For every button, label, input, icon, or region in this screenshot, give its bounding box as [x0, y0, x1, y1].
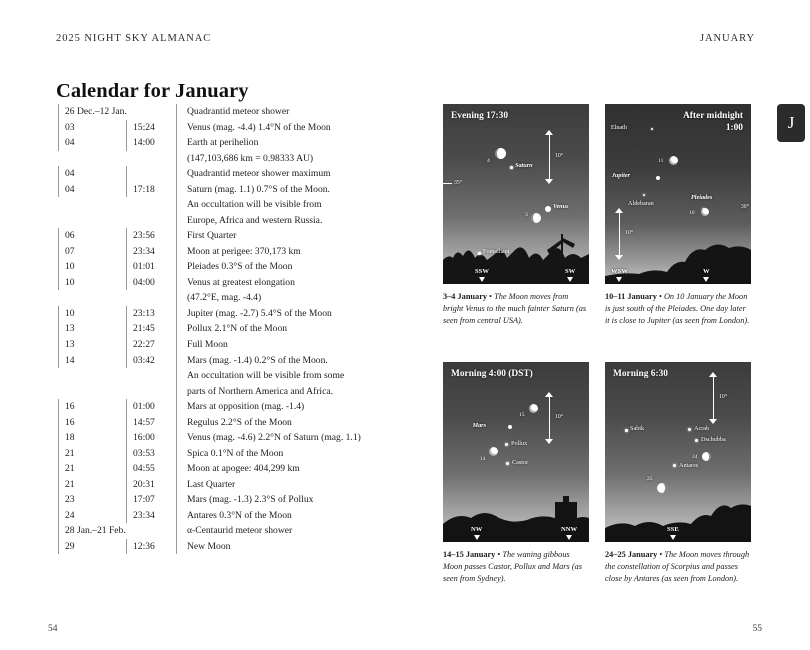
- caption-separator: •: [495, 550, 503, 559]
- calendar-time: 04:55: [126, 461, 176, 477]
- calendar-event-line: An occultation will be visible from: [187, 199, 322, 211]
- calendar-event-line: (147,103,686 km = 0.98333 AU): [187, 152, 314, 164]
- calendar-event: [176, 259, 388, 275]
- compass-arrow-icon: [616, 277, 622, 282]
- sky-chart-title: [613, 369, 668, 381]
- calendar-row: [58, 430, 388, 446]
- calendar-event: [176, 477, 388, 493]
- sky-chart[interactable]: [605, 104, 751, 284]
- running-head-right: JANUARY: [699, 33, 755, 44]
- calendar-day: 07: [58, 244, 126, 260]
- calendar-event-line: Venus (mag. -4.6) 2.2°N of Saturn (mag. 1.1): [187, 432, 361, 444]
- calendar-event-line: Mars (mag. -1.4) 0.2°S of the Moon.: [187, 354, 328, 366]
- compass-arrow-icon: [566, 535, 572, 540]
- sky-object-moon-14: [489, 447, 498, 456]
- calendar-event-line: Pleiades 0.3°S of the Moon: [187, 261, 293, 273]
- sky-chart-caption: [605, 549, 751, 584]
- calendar-time: 17:07: [126, 492, 176, 508]
- sky-object-label: Pleiades: [691, 194, 713, 201]
- calendar-event: [176, 399, 388, 415]
- calendar-row: [58, 182, 388, 229]
- calendar-event-line: Regulus 2.2°S of the Moon: [187, 416, 292, 428]
- sky-object-label: Venus: [553, 203, 569, 210]
- sky-chart-caption: [443, 291, 589, 326]
- calendar-event-line: (47.2°E, mag. -4.4): [187, 292, 262, 304]
- calendar-row: [58, 446, 388, 462]
- caption-separator: •: [656, 292, 664, 301]
- calendar-event-line: α-Centaurid meteor shower: [187, 525, 293, 537]
- calendar-time: 23:56: [126, 228, 176, 244]
- sky-object-moon-11: [669, 156, 678, 165]
- calendar-time: 23:13: [126, 306, 176, 322]
- sky-object-moon-4: [495, 148, 506, 159]
- calendar-day: 16: [58, 415, 126, 431]
- calendar-row: [58, 120, 388, 136]
- calendar-day: 14: [58, 353, 126, 369]
- calendar-time: [126, 166, 176, 182]
- calendar-event-line: Quadrantid meteor shower maximum: [187, 168, 331, 180]
- caption-date: 14–15 January: [443, 550, 496, 559]
- calendar-event: [176, 244, 388, 260]
- calendar-time: 23:34: [126, 244, 176, 260]
- sky-chart-title-main: Morning 4:00 (DST): [451, 369, 533, 379]
- calendar-time: 14:00: [126, 135, 176, 151]
- calendar-time: 14:57: [126, 415, 176, 431]
- sky-chart-title-main: After midnight: [683, 111, 743, 121]
- moon-date-label: 11: [658, 158, 664, 164]
- sky-object-label: Sabik: [630, 425, 645, 432]
- calendar-day: 13: [58, 337, 126, 353]
- sky-object-sabik: [625, 429, 628, 432]
- sky-object-venus: [545, 206, 551, 212]
- sky-chart-caption: [605, 291, 751, 326]
- compass-marker: [475, 269, 489, 282]
- calendar-event: [176, 228, 388, 244]
- calendar-event-line: Europe, Africa and western Russia.: [187, 214, 323, 226]
- month-tab[interactable]: J: [777, 104, 805, 142]
- compass-arrow-icon: [479, 277, 485, 282]
- calendar-day: 21: [58, 461, 126, 477]
- calendar-day: 24: [58, 508, 126, 524]
- sky-object-moon-3: [531, 213, 541, 223]
- sky-object-jupiter: [656, 176, 660, 180]
- calendar-event-line: Saturn (mag. 1.1) 0.7°S of the Moon.: [187, 183, 330, 195]
- calendar-time: 04:00: [126, 275, 176, 291]
- sky-object-moon-25: [657, 483, 667, 493]
- page-title: Calendar for January: [56, 79, 249, 102]
- caption-date: 3–4 January: [443, 292, 488, 301]
- calendar-event-line: Quadrantid meteor shower: [187, 106, 290, 117]
- compass-marker: [703, 269, 710, 282]
- sky-chart-title-main: Morning 6:30: [613, 369, 668, 379]
- calendar-event: [176, 492, 388, 508]
- calendar-day: 10: [58, 306, 126, 322]
- calendar-row: [58, 306, 388, 322]
- calendar-event: [176, 321, 388, 337]
- calendar-event-line: Mars (mag. -1.3) 2.3°S of Pollux: [187, 494, 314, 506]
- caption-text: On 10 January the Moon is just south of the Pleiades. One day later it is close to Jupiter (as seen from London).: [605, 292, 750, 325]
- sky-object-fomalhaut: [478, 252, 481, 255]
- calendar-event-line: Moon at perigee: 370,173 km: [187, 245, 301, 257]
- moon-date-label: 14: [480, 456, 486, 462]
- running-head-left: 2025 NIGHT SKY ALMANAC: [56, 33, 212, 44]
- calendar-row: [58, 228, 388, 244]
- sky-object-label: Aldebaran: [628, 200, 654, 207]
- compass-arrow-icon: [474, 535, 480, 540]
- compass-label: NNW: [561, 526, 578, 534]
- angular-scale-bar: [709, 376, 739, 420]
- calendar-event-line: Spica 0.1°N of the Moon: [187, 447, 284, 459]
- compass-label: SW: [565, 268, 576, 276]
- calendar-row: [58, 415, 388, 431]
- calendar-day: 28 Jan.–21 Feb.: [58, 523, 176, 539]
- angular-scale-bar: [545, 396, 575, 440]
- calendar-event: [176, 275, 388, 306]
- moon-date-label: 10: [689, 210, 695, 216]
- calendar-day: 04: [58, 166, 126, 182]
- angular-scale-bar: [545, 134, 575, 180]
- calendar-event-line: New Moon: [187, 540, 231, 552]
- calendar-event-line: Pollux 2.1°N of the Moon: [187, 323, 288, 335]
- sky-chart[interactable]: [443, 362, 589, 542]
- caption-separator: •: [487, 292, 495, 301]
- calendar-time: 03:42: [126, 353, 176, 369]
- calendar-row: [58, 275, 388, 306]
- sky-object-pollux: [505, 443, 508, 446]
- calendar-row: [58, 259, 388, 275]
- sky-chart-block: [605, 362, 751, 584]
- calendar-day: 10: [58, 275, 126, 291]
- sky-object-label: Elnath: [610, 124, 627, 131]
- calendar-event-line: Moon at apogee: 404,299 km: [187, 463, 300, 475]
- sky-object-elnath: [651, 128, 653, 130]
- calendar-event: [176, 508, 388, 524]
- compass-marker: [561, 527, 577, 540]
- calendar-row: [58, 135, 388, 166]
- compass-marker: [471, 527, 482, 540]
- calendar-row: [58, 523, 388, 539]
- sky-object-aldebaran: [643, 194, 645, 196]
- caption-text: The waning gibbous Moon passes Castor, Pollux and Mars (as seen from Sydney).: [443, 550, 582, 583]
- calendar-day: 16: [58, 399, 126, 415]
- sky-object-moon-10: [701, 208, 709, 216]
- calendar-row: [58, 539, 388, 555]
- sky-object-label: Acrab: [694, 425, 710, 432]
- sky-object-label: Jupiter: [611, 172, 630, 179]
- calendar-event: [176, 104, 388, 120]
- moon-date-label: 15: [519, 412, 525, 418]
- calendar-event: [176, 446, 388, 462]
- sky-object-mars: [508, 425, 512, 429]
- calendar-day: 03: [58, 120, 126, 136]
- calendar-day: 26 Dec.–12 Jan.: [58, 104, 176, 120]
- calendar-event: [176, 337, 388, 353]
- angular-scale-label: 10°: [625, 230, 634, 237]
- calendar-time: 03:53: [126, 446, 176, 462]
- calendar-row: [58, 337, 388, 353]
- sky-chart-title: [451, 369, 533, 381]
- calendar-time: 23:34: [126, 508, 176, 524]
- sky-chart[interactable]: [443, 104, 589, 284]
- compass-marker: [611, 269, 628, 282]
- compass-label: WSW: [611, 268, 628, 276]
- calendar-event: [176, 415, 388, 431]
- sky-object-label: Antares: [679, 462, 699, 469]
- calendar-event: [176, 430, 388, 446]
- calendar-time: 01:01: [126, 259, 176, 275]
- calendar-row: [58, 244, 388, 260]
- sky-chart-block: [443, 362, 589, 584]
- calendar-event: [176, 120, 388, 136]
- calendar-row: [58, 321, 388, 337]
- compass-marker: [667, 527, 679, 540]
- sky-chart-caption: [443, 549, 589, 584]
- compass-marker: [565, 269, 575, 282]
- compass-arrow-icon: [703, 277, 709, 282]
- angular-scale-label: 10°: [719, 394, 728, 401]
- moon-date-label: 3: [525, 212, 528, 218]
- calendar-row: [58, 166, 388, 182]
- calendar-time: 01:00: [126, 399, 176, 415]
- calendar-day: 21: [58, 446, 126, 462]
- altitude-tick: [454, 180, 462, 186]
- calendar-day: 21: [58, 477, 126, 493]
- calendar-event-line: Antares 0.3°N of the Moon: [187, 509, 292, 521]
- calendar-event-line: Venus (mag. -4.4) 1.4°N of the Moon: [187, 121, 331, 133]
- folio-left: 54: [48, 624, 58, 634]
- calendar-table: [58, 104, 388, 554]
- calendar-event-line: An occultation will be visible from some: [187, 370, 345, 382]
- sky-object-saturn: [510, 166, 513, 169]
- calendar-event-line: Last Quarter: [187, 478, 236, 490]
- sky-object-moon-15: [529, 404, 538, 413]
- sky-chart-title-sub: 1:00: [725, 122, 743, 133]
- calendar-day: 13: [58, 321, 126, 337]
- sky-object-acrab: [688, 428, 691, 431]
- moon-date-label: 4: [487, 158, 490, 164]
- calendar-event-line: Earth at perihelion: [187, 137, 259, 149]
- sky-object-castor: [506, 462, 509, 465]
- calendar-event: [176, 539, 388, 555]
- calendar-row: [58, 477, 388, 493]
- calendar-event: [176, 135, 388, 166]
- calendar-row: [58, 353, 388, 400]
- calendar-day: 10: [58, 259, 126, 275]
- sky-object-label: Mars: [472, 422, 486, 429]
- sky-chart-title: [683, 111, 743, 135]
- caption-date: 24–25 January: [605, 550, 658, 559]
- caption-separator: •: [657, 550, 665, 559]
- compass-label: SSE: [667, 526, 679, 534]
- sky-chart-block: [443, 104, 589, 326]
- calendar-time: 20:31: [126, 477, 176, 493]
- moon-date-label: 25: [647, 476, 653, 482]
- calendar-event: [176, 166, 388, 182]
- sky-object-antares: [673, 464, 676, 467]
- calendar-event: [176, 182, 388, 229]
- caption-date: 10–11 January: [605, 292, 657, 301]
- compass-label: SSW: [475, 268, 489, 276]
- calendar-row: [58, 104, 388, 120]
- calendar-day: 18: [58, 430, 126, 446]
- sky-chart-title-main: Evening 17:30: [451, 111, 509, 121]
- moon-date-label: 24: [692, 454, 698, 460]
- calendar-day: 04: [58, 182, 126, 198]
- sky-object-label: Saturn: [515, 162, 533, 169]
- calendar-time: 16:00: [126, 430, 176, 446]
- altitude-tick: [741, 204, 749, 210]
- folio-right: 55: [752, 624, 762, 634]
- calendar-event-line: parts of Northern America and Africa.: [187, 385, 333, 397]
- calendar-event-line: First Quarter: [187, 230, 237, 242]
- sky-object-label: Fomalhaut: [483, 248, 510, 255]
- sky-object-label: Dschubba: [701, 436, 726, 443]
- calendar-event: [176, 353, 388, 400]
- sky-object-moon-24: [702, 452, 711, 461]
- calendar-row: [58, 399, 388, 415]
- calendar-event-line: Mars at opposition (mag. -1.4): [187, 401, 305, 413]
- angular-scale-bar: [615, 212, 645, 256]
- calendar-event: [176, 461, 388, 477]
- caption-text: The Moon moves from bright Venus to the much fainter Saturn (as seen from central USA).: [443, 292, 587, 325]
- calendar-day: 29: [58, 539, 126, 555]
- compass-arrow-icon: [567, 277, 573, 282]
- calendar-row: [58, 492, 388, 508]
- calendar-row: [58, 461, 388, 477]
- calendar-event: [176, 523, 388, 539]
- calendar-time: 12:36: [126, 539, 176, 555]
- sky-object-label: Pollux: [511, 440, 528, 447]
- compass-label: NW: [471, 526, 483, 534]
- sky-chart[interactable]: [605, 362, 751, 542]
- calendar-day: 23: [58, 492, 126, 508]
- compass-arrow-icon: [670, 535, 676, 540]
- calendar-event: [176, 306, 388, 322]
- calendar-event-line: Venus at greatest elongation: [187, 276, 295, 288]
- calendar-row: [58, 508, 388, 524]
- altitude-tick-label: 35°: [454, 180, 463, 186]
- sky-object-label: Castor: [512, 459, 529, 466]
- sky-chart-block: [605, 104, 751, 326]
- sky-object-dschubba: [695, 439, 698, 442]
- calendar-time: 21:45: [126, 321, 176, 337]
- calendar-day: 06: [58, 228, 126, 244]
- calendar-time: 15:24: [126, 120, 176, 136]
- angular-scale-label: 10°: [555, 153, 564, 160]
- caption-text: The Moon moves through the constellation of Scorpius and passes close by Antares (as seen from London).: [605, 550, 750, 583]
- calendar-event-line: Jupiter (mag. -2.7) 5.4°S of the Moon: [187, 307, 332, 319]
- sky-chart-title: [451, 111, 508, 123]
- calendar-time: 22:27: [126, 337, 176, 353]
- compass-label: W: [703, 268, 710, 276]
- altitude-tick-label: 30°: [740, 204, 749, 210]
- calendar-day: 04: [58, 135, 126, 151]
- calendar-time: 17:18: [126, 182, 176, 198]
- angular-scale-label: 10°: [555, 414, 564, 421]
- calendar-event-line: Full Moon: [187, 338, 228, 350]
